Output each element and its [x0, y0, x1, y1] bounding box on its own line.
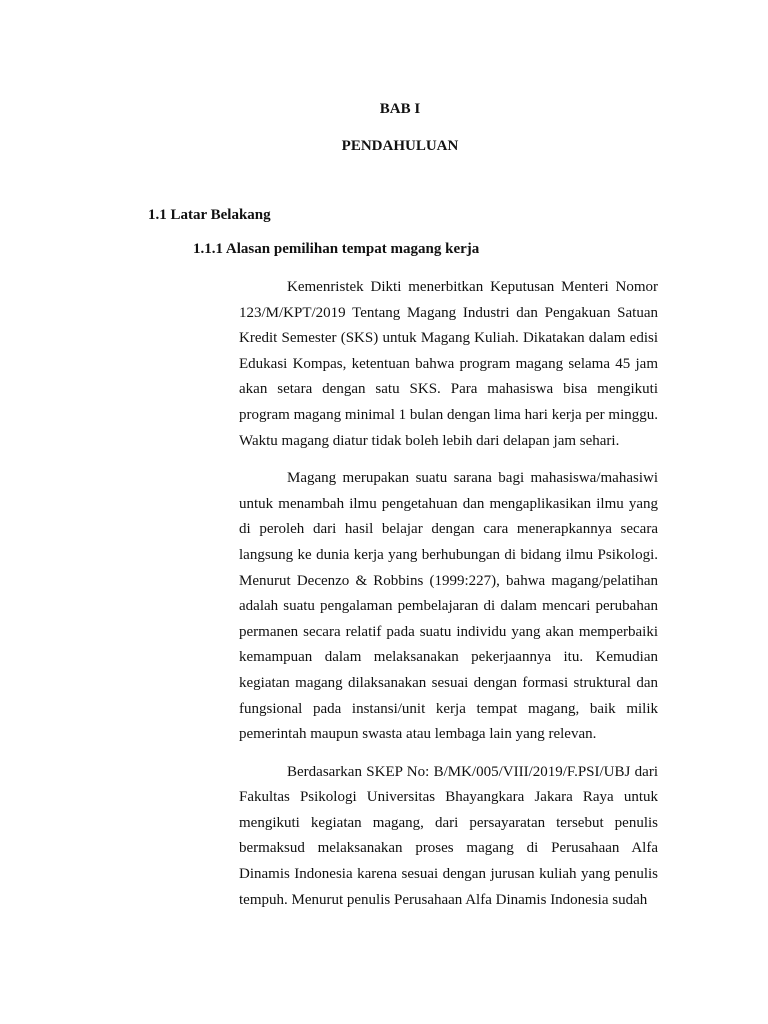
chapter-number: BAB I — [379, 101, 421, 117]
paragraph-3: Berdasarkan SKEP No: B/MK/005/VIII/2019/F.PSI/UBJ dari Fakultas Psikologi Universitas Bhayangkara Jakara Raya untuk mengikuti kegiatan magang, dari persayaratan tersebut penulis bermaksud melaksanakan proses magang di Perusahaan Alfa Dinamis Indonesia karena sesuai dengan jurusan kuliah yang penulis tempuh. Menurut penulis Perusahaan Alfa Dinamis Indonesia sudah — [239, 763, 658, 908]
paragraph-2: Magang merupakan suatu sarana bagi mahasiswa/mahasiwi untuk menambah ilmu pengetahuan dan mengaplikasikan ilmu yang di peroleh dari hasil belajar dengan cara menerapkannya secara langsung ke dunia kerja yang berhubungan di bidang ilmu Psikologi. Menurut Decenzo & Robbins (1999:227), bahwa magang/pelatihan adalah suatu pengalaman pembelajaran di dalam mencari perubahan permanen secara relatif pada suatu individu yang akan memperbaiki kemampuan dalam melaksanakan pekerjaannya itu. Kemudian kegiatan magang dilaksanakan sesuai dengan formasi struktural dan fungsional pada instansi/unit kerja tempat magang, baik milik pemerintah maupun swasta atau lembaga lain yang relevan. — [239, 470, 658, 743]
paragraph-1: Kemenristek Dikti menerbitkan Keputusan Menteri Nomor 123/M/KPT/2019 Tentang Magang Industri dan Pengakuan Satuan Kredit Semester (SKS) untuk Magang Kuliah. Dikatakan dalam edisi Edukasi Kompas, ketentuan bahwa program magang selama 45 jam akan setara dengan satu SKS. Para mahasiswa bisa mengikuti program magang minimal 1 bulan dengan lima hari kerja per minggu. Waktu magang diatur tidak boleh lebih dari delapan jam sehari. — [239, 279, 658, 449]
section-heading: 1.1 Latar Belakang — [148, 207, 271, 223]
chapter-title: PENDAHULUAN — [341, 138, 459, 154]
subsection-heading: 1.1.1 Alasan pemilihan tempat magang kerja — [193, 241, 480, 257]
body-text — [239, 275, 658, 925]
